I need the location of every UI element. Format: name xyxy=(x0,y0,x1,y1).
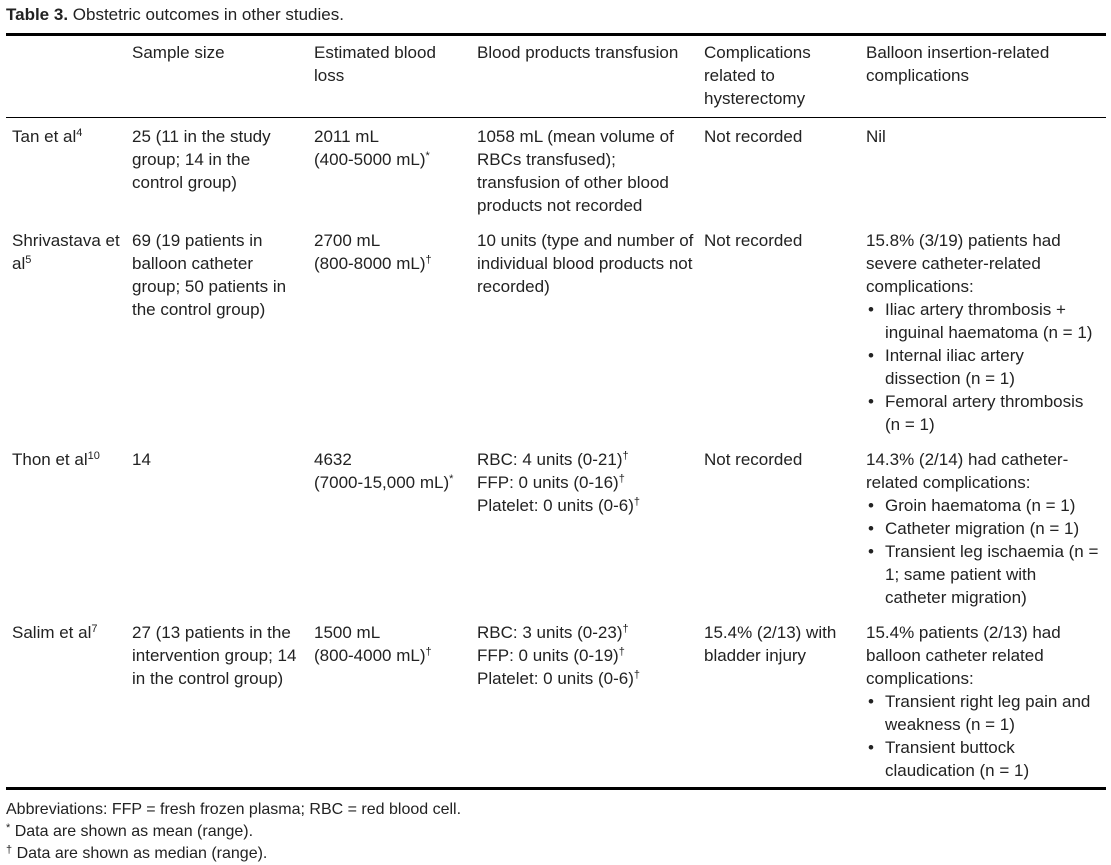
transfusion-line xyxy=(477,644,694,667)
cell-hysterectomy xyxy=(698,222,860,441)
header-sample-size: Sample size xyxy=(132,43,225,62)
blood-loss-range: (800-4000 mL) xyxy=(314,646,426,665)
header-balloon: Balloon insertion-related complications xyxy=(866,43,1050,85)
cell-balloon xyxy=(860,118,1106,223)
cell-study xyxy=(6,441,126,614)
cell-blood-loss xyxy=(308,118,471,223)
complication-item: • Groin haematoma (n = 1) xyxy=(866,494,1102,517)
cell-hysterectomy xyxy=(698,441,860,614)
footnote-symbol: * xyxy=(6,822,11,834)
blood-loss-value: 2700 mL xyxy=(314,231,381,250)
cell-blood-loss xyxy=(308,222,471,441)
blood-loss-range-line xyxy=(314,471,467,494)
reference-number: 7 xyxy=(91,623,98,635)
transfusion-text: 1058 mL (mean volume of RBCs transfused); transfusion of other blood products not recorded xyxy=(477,127,674,215)
blood-loss-range-line xyxy=(314,148,467,171)
blood-loss-value: 2011 mL xyxy=(314,127,379,146)
cell-balloon xyxy=(860,614,1106,789)
reference-number: 4 xyxy=(76,127,83,139)
table-body xyxy=(6,118,1106,789)
cell-balloon xyxy=(860,441,1106,614)
transfusion-line xyxy=(477,229,694,298)
cell-study xyxy=(6,614,126,789)
blood-loss-value: 1500 mL xyxy=(314,623,381,642)
cell-transfusion xyxy=(471,614,698,789)
complication-item: • Transient buttock claudication (n = 1) xyxy=(866,736,1102,782)
balloon-summary: 14.3% (2/14) had catheter-related complications: xyxy=(866,450,1069,492)
transfusion-line xyxy=(477,494,694,517)
reference-number: 10 xyxy=(87,450,100,462)
table-row xyxy=(6,441,1106,614)
complication-item: • Transient right leg pain and weakness (n = 1) xyxy=(866,690,1102,736)
complication-list xyxy=(866,298,1102,436)
statistic-mark: † xyxy=(633,669,640,681)
statistic-mark: † xyxy=(618,646,625,658)
statistic-mark: * xyxy=(425,150,430,162)
footnote-text: Data are shown as median (range). xyxy=(12,845,268,862)
statistic-mark: † xyxy=(618,473,625,485)
transfusion-text: 10 units (type and number of individual blood products not recorded) xyxy=(477,231,694,296)
cell-blood-loss xyxy=(308,614,471,789)
blood-loss-range-line xyxy=(314,252,467,275)
table-row xyxy=(6,118,1106,223)
cell-sample-size xyxy=(126,222,308,441)
footnote-text: Data are shown as mean (range). xyxy=(10,823,254,840)
hysterectomy-text: 15.4% (2/13) with bladder injury xyxy=(704,623,837,665)
transfusion-line xyxy=(477,667,694,690)
transfusion-text: FFP: 0 units (0-19) xyxy=(477,646,619,665)
balloon-summary: 15.4% patients (2/13) had balloon catheter related complications: xyxy=(866,623,1061,688)
statistic-mark: † xyxy=(622,450,629,462)
blood-loss-range-line xyxy=(314,644,467,667)
cell-hysterectomy xyxy=(698,118,860,223)
cell-hysterectomy xyxy=(698,614,860,789)
statistic-mark: * xyxy=(449,473,454,485)
footnote xyxy=(6,843,1105,865)
blood-loss-range: (400-5000 mL) xyxy=(314,150,426,169)
table-row xyxy=(6,222,1106,441)
transfusion-line xyxy=(477,621,694,644)
sample-size-text: 25 (11 in the study group; 14 in the control group) xyxy=(132,127,271,192)
complication-item: • Iliac artery thrombosis + inguinal haematoma (n = 1) xyxy=(866,298,1102,344)
table-title: Obstetric outcomes in other studies. xyxy=(68,5,344,24)
footnote-symbol: † xyxy=(6,844,13,856)
header-blood-loss: Estimated blood loss xyxy=(314,43,436,85)
cell-balloon xyxy=(860,222,1106,441)
table-caption xyxy=(6,4,1105,26)
complication-item: • Internal iliac artery dissection (n = 1) xyxy=(866,344,1102,390)
study-name: Salim et al xyxy=(12,623,92,642)
cell-transfusion xyxy=(471,441,698,614)
footnote xyxy=(6,799,1105,821)
complication-list xyxy=(866,690,1102,782)
complication-item: • Catheter migration (n = 1) xyxy=(866,517,1102,540)
transfusion-line xyxy=(477,471,694,494)
sample-size-text: 69 (19 patients in balloon catheter group; 50 patients in the control group) xyxy=(132,231,287,319)
reference-number: 5 xyxy=(25,254,32,266)
transfusion-text: Platelet: 0 units (0-6) xyxy=(477,496,634,515)
cell-sample-size xyxy=(126,614,308,789)
transfusion-text: RBC: 3 units (0-23) xyxy=(477,623,623,642)
study-name: Thon et al xyxy=(12,450,88,469)
blood-loss-range: (7000-15,000 mL) xyxy=(314,473,450,492)
transfusion-line xyxy=(477,125,694,217)
study-name: Shrivastava et al xyxy=(12,231,120,273)
complication-item: • Femoral artery thrombosis (n = 1) xyxy=(866,390,1102,436)
header-study xyxy=(6,35,126,118)
transfusion-line xyxy=(477,448,694,471)
statistic-mark: † xyxy=(622,623,629,635)
complication-item: • Transient leg ischaemia (n = 1; same patient with catheter migration) xyxy=(866,540,1102,609)
hysterectomy-text: Not recorded xyxy=(704,127,803,146)
sample-size-text: 27 (13 patients in the intervention group; 14 in the control group) xyxy=(132,623,297,688)
cell-study xyxy=(6,118,126,223)
statistic-mark: † xyxy=(425,254,432,266)
cell-blood-loss xyxy=(308,441,471,614)
blood-loss-range: (800-8000 mL) xyxy=(314,254,426,273)
header-hysterectomy: Complications related to hysterectomy xyxy=(704,43,811,108)
transfusion-text: FFP: 0 units (0-16) xyxy=(477,473,619,492)
blood-loss-value: 4632 xyxy=(314,450,352,469)
hysterectomy-text: Not recorded xyxy=(704,450,803,469)
cell-transfusion xyxy=(471,222,698,441)
hysterectomy-text: Not recorded xyxy=(704,231,803,250)
table-row xyxy=(6,614,1106,789)
sample-size-text: 14 xyxy=(132,450,151,469)
balloon-summary: 15.8% (3/19) patients had severe catheter-related complications: xyxy=(866,231,1061,296)
cell-study xyxy=(6,222,126,441)
cell-transfusion xyxy=(471,118,698,223)
statistic-mark: † xyxy=(633,496,640,508)
balloon-summary: Nil xyxy=(866,127,886,146)
complication-list xyxy=(866,494,1102,609)
study-name: Tan et al xyxy=(12,127,77,146)
outcomes-table xyxy=(6,33,1106,790)
cell-sample-size xyxy=(126,441,308,614)
footnotes xyxy=(6,799,1105,865)
transfusion-text: RBC: 4 units (0-21) xyxy=(477,450,623,469)
footnote-text: Abbreviations: FFP = fresh frozen plasma; RBC = red blood cell. xyxy=(6,801,462,818)
footnote xyxy=(6,821,1105,843)
cell-sample-size xyxy=(126,118,308,223)
header-row xyxy=(6,35,1106,118)
table-label: Table 3. xyxy=(6,5,69,24)
statistic-mark: † xyxy=(425,646,432,658)
header-transfusion: Blood products transfusion xyxy=(477,43,679,62)
transfusion-text: Platelet: 0 units (0-6) xyxy=(477,669,634,688)
